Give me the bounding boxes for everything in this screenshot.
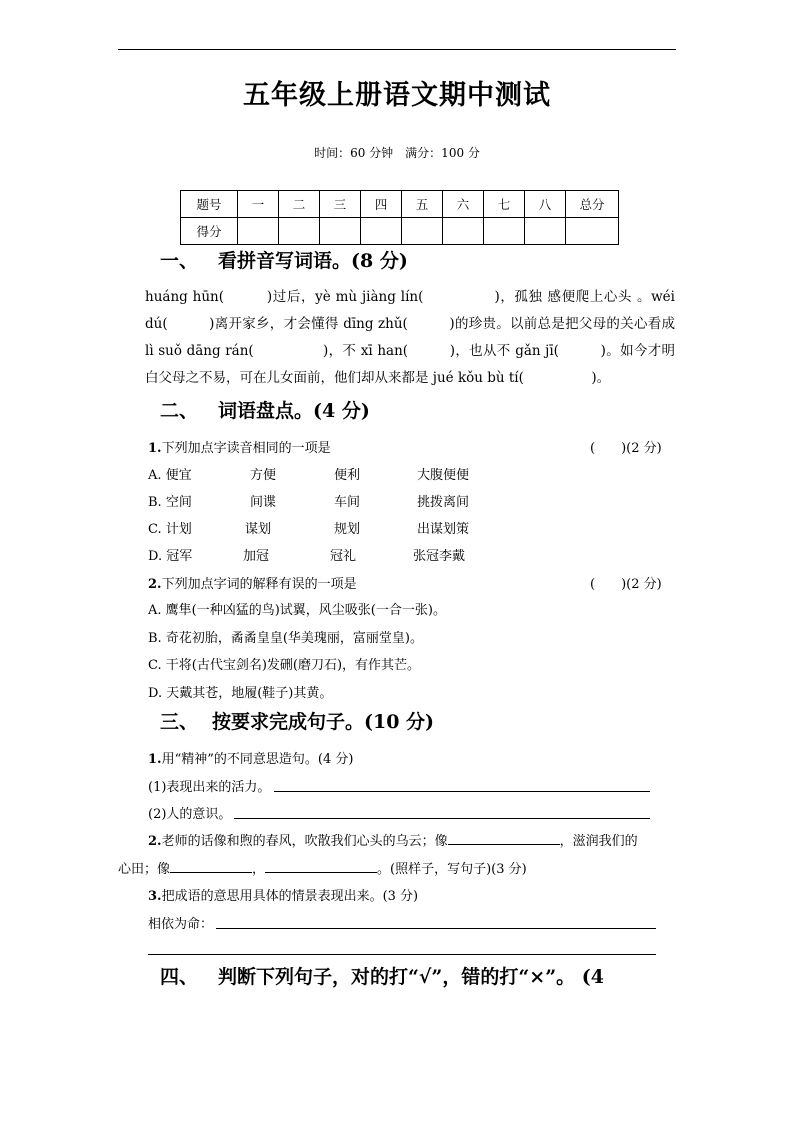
option-b[interactable]: B. 空间 [148,495,192,510]
option-c[interactable]: C. 计划 [148,522,192,537]
section-1-heading [160,246,408,273]
page-title: 五年级上册语文期中测试 [243,80,551,111]
question-number: 1. [148,752,162,767]
header-rule [118,49,676,50]
score-cell[interactable] [238,218,279,245]
table-cell: 题号 [181,191,238,218]
option-word: 方便 [250,468,277,483]
answer-bracket[interactable]: ( )(2 分) [590,441,662,456]
option-a[interactable]: A. 鹰隼(一种凶猛的鸟)试翼，风尘吸张(一合一张)。 [148,603,446,618]
score-cell[interactable] [443,218,484,245]
pinyin-paragraph: huáng hūn( )过后，yè mù jiàng lín( )，孤独 感便爬上心头 。wéi dú( )离开家乡，才会懂得 dīng zhǔ( )的珍贵。以前总是把父母的关心看成 lì suǒ dāng rán( )，不 xī han( )，也从不 gǎn jī( )。如今才明白父母之不易，可在儿女面前，他们却从来都是 jué kǒu bù tí( )。 [145,289,675,386]
table-cell: 总分 [566,191,619,218]
question-text: 。(照样子，写句子)(3 分) [377,862,527,877]
table-cell: 五 [402,191,443,218]
question-2-1 [148,437,331,456]
option-a[interactable]: A. 便宜 [148,468,192,483]
question-text: ，滋润我们的 [559,834,638,849]
score-cell[interactable] [279,218,320,245]
section-title: 判断下列句子，对的打“√”，错的打“×”。 (4 [218,966,604,988]
answer-line[interactable] [234,818,650,819]
answer-line[interactable] [148,954,656,955]
answer-blank[interactable] [170,860,252,873]
section-4-heading [160,962,604,989]
prompt-label: (1)表现出来的活力。 [148,780,271,795]
question-text: 下列加点字读音相同的一项是 [161,441,331,456]
option-word: 大腹便便 [417,468,470,483]
answer-blank[interactable] [265,860,377,873]
score-cell[interactable] [525,218,566,245]
question-text: 把成语的意思用具体的情景表现出来。(3 分) [161,889,419,904]
option-word: 冠礼 [330,549,357,564]
score-cell[interactable] [566,218,619,245]
section-title: 词语盘点。(4 分) [218,400,370,422]
score-table [180,190,619,245]
option-word: 挑拨离间 [417,495,470,510]
option-word: 加冠 [243,549,270,564]
section-3-heading [160,707,434,734]
prompt-label: (2)人的意识。 [148,807,232,822]
section-title: 按要求完成句子。(10 分) [212,711,435,733]
table-cell: 得分 [181,218,238,245]
table-cell: 六 [443,191,484,218]
question-number: 2. [148,577,162,592]
option-word: 间谍 [250,495,277,510]
option-word: 张冠李戴 [413,549,466,564]
table-cell: 七 [484,191,525,218]
section-number: 一、 [160,250,199,272]
question-number: 3. [148,889,162,904]
question-text: 老师的话像和煦的春风，吹散我们心头的乌云；像 [161,834,448,849]
question-number: 1. [148,441,162,456]
table-cell: 四 [361,191,402,218]
prompt-label: 相依为命： [148,917,214,932]
score-cell[interactable] [402,218,443,245]
section-2-heading [160,396,370,423]
section-number: 四、 [160,966,199,988]
table-row [181,191,619,218]
option-word: 谋划 [245,522,272,537]
table-cell: 二 [279,191,320,218]
answer-line[interactable] [216,928,656,929]
section-title: 看拼音写词语。(8 分) [218,250,408,272]
question-text: 心田；像 [118,862,171,877]
question-text: 用“精神”的不同意思造句。(4 分) [161,752,354,767]
section-number: 二、 [160,400,199,422]
option-word: 出谋划策 [417,522,470,537]
question-3-2 [148,830,638,849]
table-cell: 三 [320,191,361,218]
option-d[interactable]: D. 冠军 [148,549,193,564]
question-text: 下列加点字词的解释有误的一项是 [161,577,357,592]
answer-bracket[interactable]: ( )(2 分) [590,577,662,592]
option-word: 车间 [334,495,361,510]
exam-info: 时间：60 分钟 满分：100 分 [314,146,480,160]
option-d[interactable]: D. 天戴其苍，地履(鞋子)其黄。 [148,686,333,701]
section-number: 三、 [160,711,199,733]
answer-line[interactable] [274,791,650,792]
question-number: 2. [148,834,162,849]
score-cell[interactable] [361,218,402,245]
question-text: ， [252,862,266,877]
score-cell[interactable] [320,218,361,245]
question-3-1 [148,748,353,767]
answer-blank[interactable] [448,832,560,845]
table-row [181,218,619,245]
score-cell[interactable] [484,218,525,245]
table-cell: 八 [525,191,566,218]
question-3-2-cont [118,858,527,877]
option-b[interactable]: B. 奇花初胎，矞矞皇皇(华美瑰丽，富丽堂皇)。 [148,631,423,646]
option-word: 便利 [334,468,361,483]
question-2-2 [148,573,357,592]
question-3-3 [148,885,418,904]
option-c[interactable]: C. 干将(古代宝剑名)发硎(磨刀石)，有作其芒。 [148,658,421,673]
option-word: 规划 [334,522,361,537]
table-cell: 一 [238,191,279,218]
